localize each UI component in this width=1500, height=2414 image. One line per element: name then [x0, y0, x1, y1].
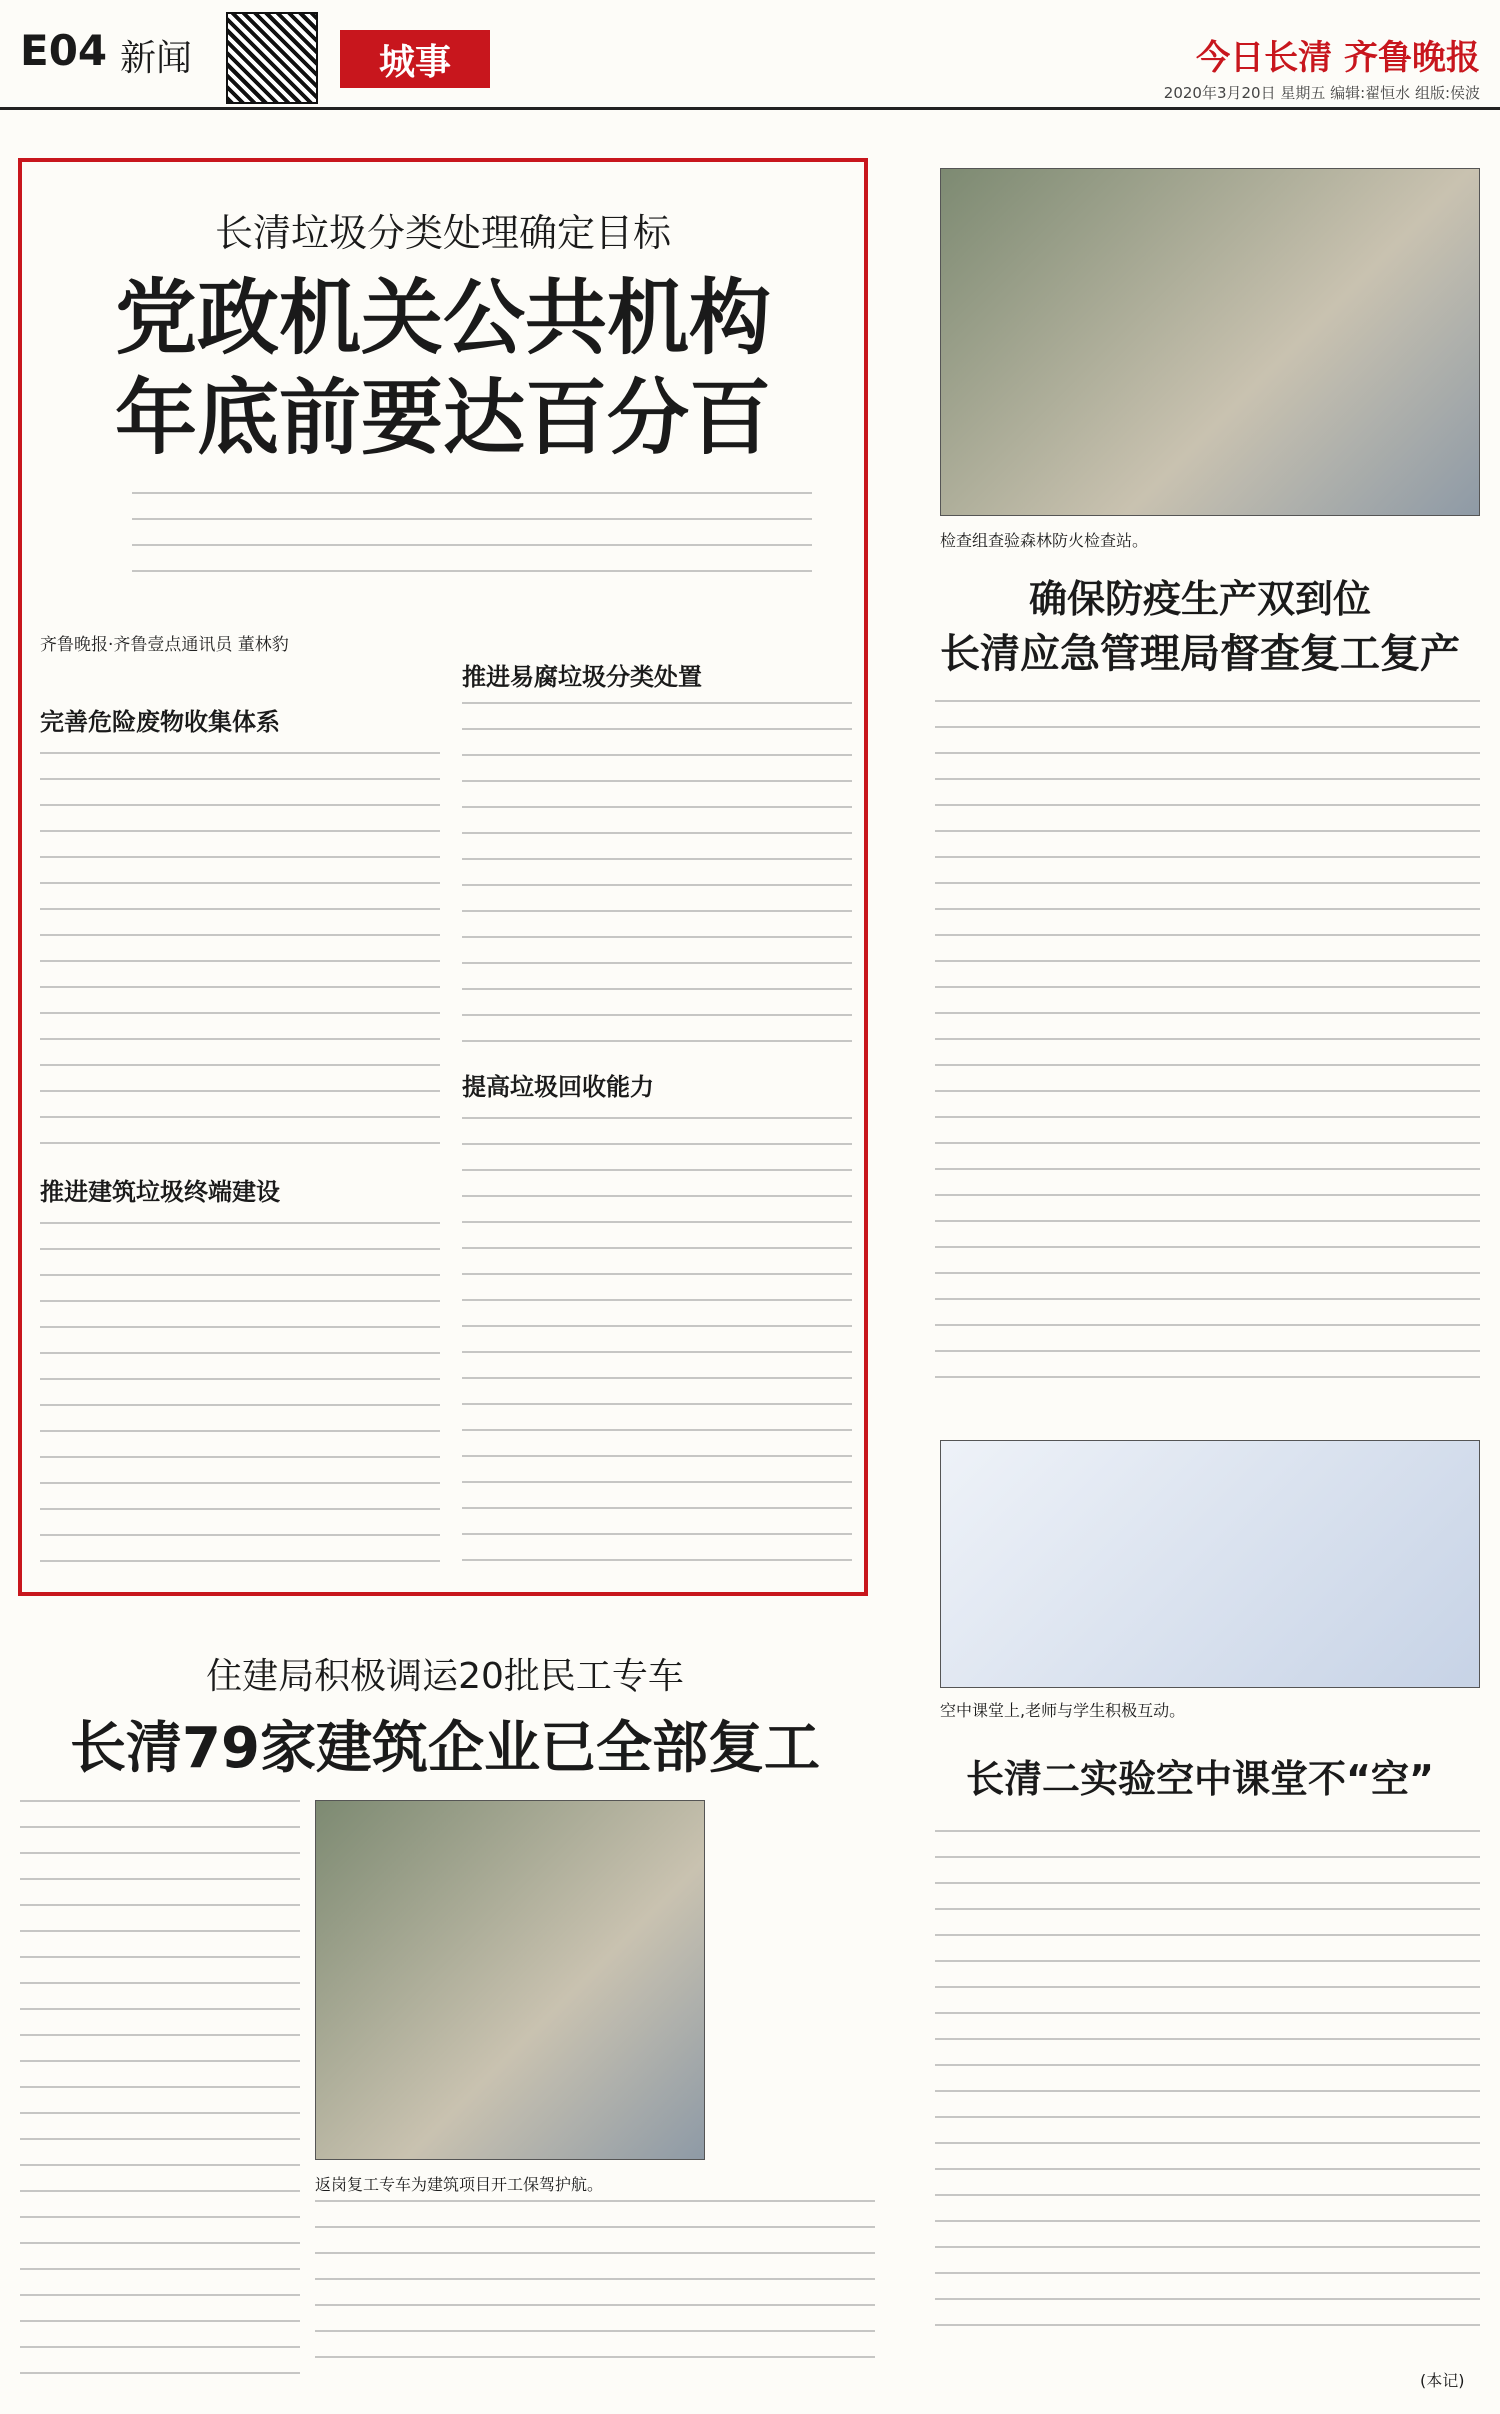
lead-paragraph-placeholder [132, 492, 812, 572]
story3-kicker: 住建局积极调运20批民工专车 [206, 1656, 684, 1697]
body-column-placeholder [40, 1222, 440, 1582]
brand: 今日长清 齐鲁晚报 [1196, 38, 1480, 78]
story2-kicker: 确保防疫生产双到位 [1028, 577, 1371, 621]
story3-body-placeholder [315, 2200, 875, 2380]
photo-caption: 返岗复工专车为建筑项目开工保驾护航。 [315, 2175, 604, 2194]
qr-code-icon [226, 12, 318, 104]
subhead-4: 提高垃圾回收能力 [462, 1073, 654, 1101]
dateline: 2020年3月20日 星期五 编辑:翟恒水 组版:侯波 [1163, 84, 1480, 102]
body-column-placeholder [462, 702, 852, 1042]
story2-headline: 长清应急管理局督查复工复产 [940, 631, 1460, 677]
lead-kicker: 长清垃圾分类处理确定目标 [214, 211, 671, 255]
lead-story [18, 158, 868, 1596]
page-number: E04 [20, 26, 108, 75]
byline: 齐鲁晚报·齐鲁壹点通讯员 董林豹 [40, 635, 289, 655]
masthead [0, 0, 1500, 110]
section-name: 新闻 [120, 38, 193, 79]
online-class-screenshot [940, 1440, 1480, 1688]
bus-photo [315, 1800, 705, 2160]
subhead-3: 推进易腐垃圾分类处置 [462, 663, 702, 691]
lead-headline-2: 年底前要达百分百 [114, 371, 771, 466]
story4-headline: 长清二实验空中课堂不“空” [966, 1757, 1434, 1801]
subhead-2: 推进建筑垃圾终端建设 [40, 1178, 280, 1206]
photo-caption: 空中课堂上,老师与学生积极互动。 [940, 1701, 1186, 1720]
lead-headline-1: 党政机关公共机构 [114, 271, 771, 366]
body-column-placeholder [462, 1117, 852, 1577]
story2-body-placeholder [935, 700, 1480, 1400]
forest-fire-checkpoint-photo [940, 168, 1480, 516]
signoff: (本记) [1420, 2371, 1465, 2390]
photo-caption: 检查组查验森林防火检查站。 [940, 531, 1149, 550]
story3-headline: 长清79家建筑企业已全部复工 [70, 1716, 820, 1781]
body-column-placeholder [40, 752, 440, 1152]
story4-body-placeholder [935, 1830, 1480, 2350]
section-tag: 城事 [340, 30, 490, 88]
subhead-1: 完善危险废物收集体系 [40, 708, 280, 736]
story3-body-placeholder [20, 1800, 300, 2380]
